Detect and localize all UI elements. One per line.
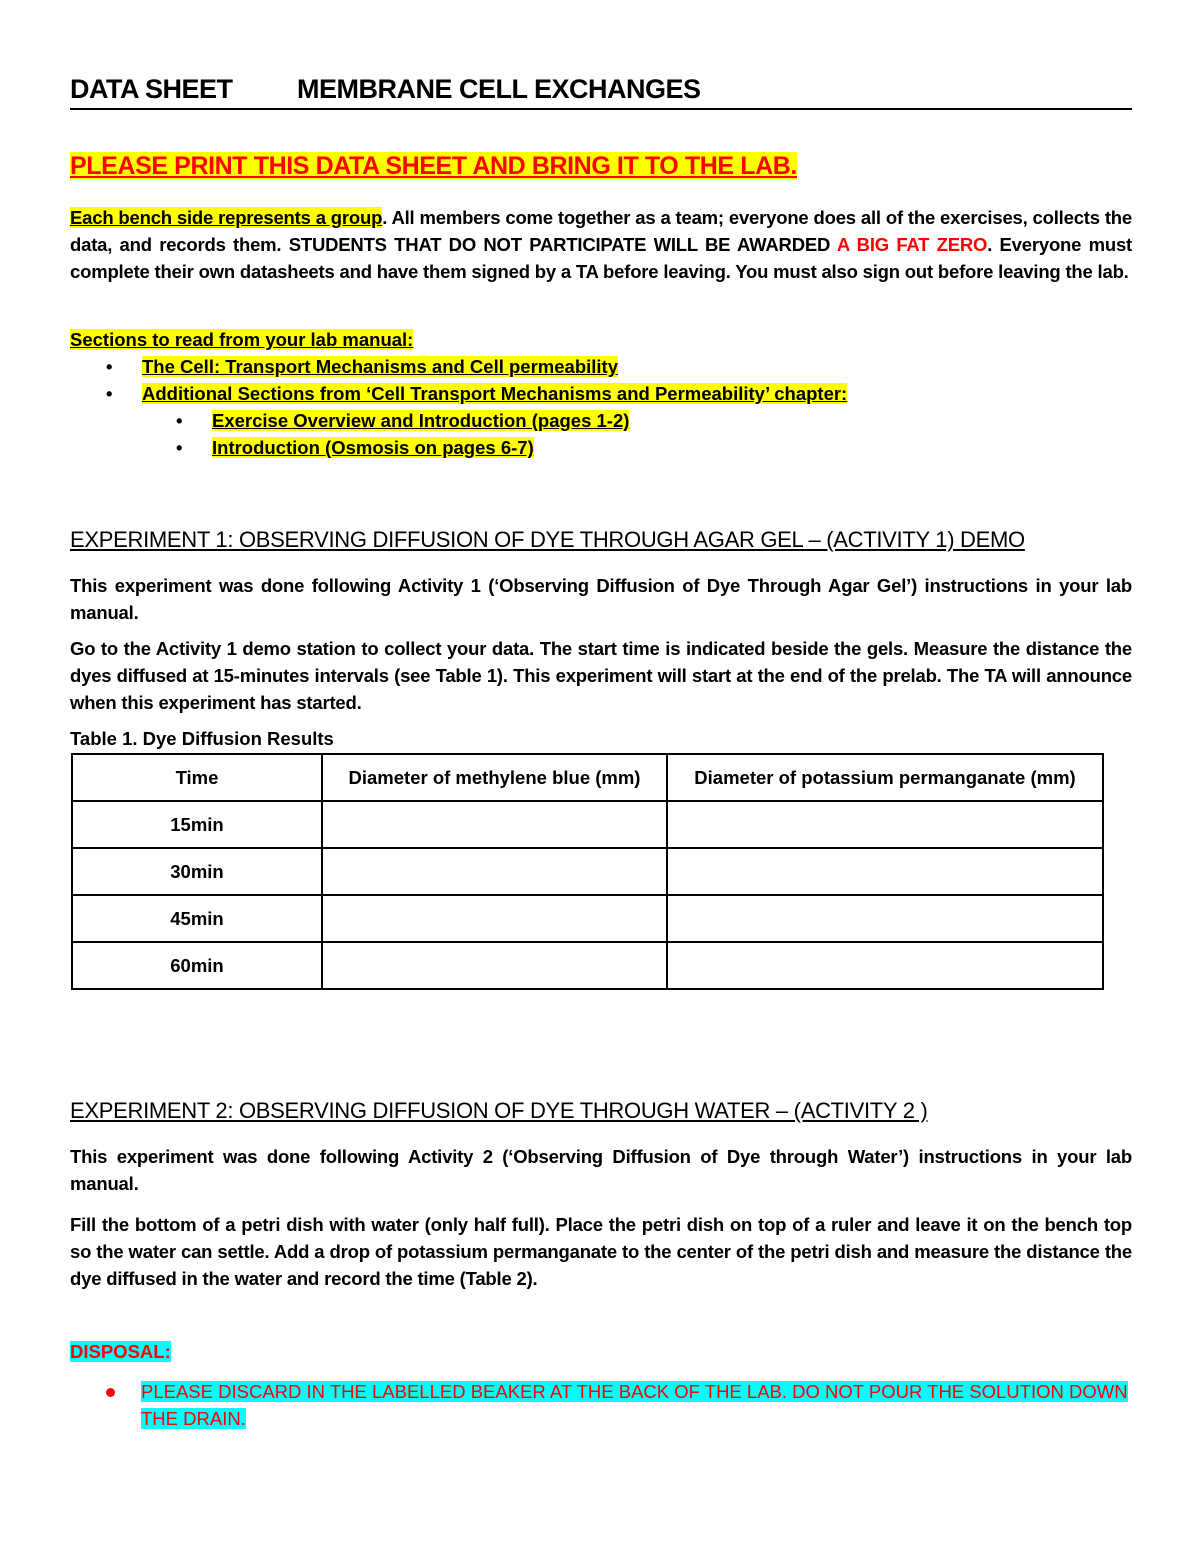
table-cell-time: 15min <box>72 801 322 848</box>
table-cell-time: 60min <box>72 942 322 989</box>
reading-title: Sections to read from your lab manual: <box>70 329 414 350</box>
page-header <box>70 74 1132 110</box>
table-row <box>72 801 1103 848</box>
table-cell-time: 30min <box>72 848 322 895</box>
reading-item <box>106 353 1132 380</box>
reading-item-text: Additional Sections from ‘Cell Transport Mechanisms and Permeability’ chapter: <box>142 383 848 404</box>
table-row <box>72 848 1103 895</box>
reading-list <box>70 353 1132 461</box>
print-banner <box>70 152 1132 181</box>
reading-item <box>106 380 1132 407</box>
dye-diffusion-table <box>71 753 1104 990</box>
bullet-icon: • <box>106 356 113 377</box>
intro-red-text: A BIG FAT ZERO <box>836 234 988 255</box>
exp2-paragraph-1: This experiment was done following Activity 2 (‘Observing Diffusion of Dye through Water’) instructions in your lab manual. <box>70 1146 1132 1194</box>
table-row <box>72 942 1103 989</box>
reading-subitem <box>176 434 1132 461</box>
exp2-paragraph-2: Fill the bottom of a petri dish with water (only half full). Place the petri dish on top of a ruler and leave it on the bench top so the water can settle. Add a drop of potassium permanganate to the center of the petri dish and measure the distance the dye diffused in the water and record the time (Table 2). <box>70 1214 1132 1289</box>
exp1-paragraph-2: Go to the Activity 1 demo station to collect your data. The start time is indicated beside the gels. Measure the distance the dyes diffused at 15-minutes intervals (see Table 1). This experiment will start at the end of the prelab. The TA will announce when this experiment has started. <box>70 638 1132 713</box>
exp1-title: EXPERIMENT 1: OBSERVING DIFFUSION OF DYE THROUGH AGAR GEL – (ACTIVITY 1) DEMO <box>70 527 1025 552</box>
table-cell-permanganate[interactable] <box>667 848 1103 895</box>
intro-text-1: . All members come together as a team; everyone does all of the exercises, collects the data, and records them. STUDENTS THAT DO NOT PARTICIPATE WILL BE AWARDED <box>70 207 1132 255</box>
table-row <box>72 895 1103 942</box>
table-cell-methylene[interactable] <box>322 801 667 848</box>
bullet-icon: • <box>106 383 113 404</box>
bullet-icon: • <box>176 410 183 431</box>
intro-paragraph <box>70 204 1132 285</box>
table-cell-time: 45min <box>72 895 322 942</box>
table-header-cell: Time <box>72 754 322 801</box>
table-cell-methylene[interactable] <box>322 942 667 989</box>
table1-caption: Table 1. Dye Diffusion Results <box>70 728 334 749</box>
intro-highlight: Each bench side represents a group <box>70 207 383 228</box>
reading-section <box>70 326 1132 461</box>
table-cell-methylene[interactable] <box>322 895 667 942</box>
disposal-title <box>70 1341 1132 1363</box>
disposal-item-text: PLEASE DISCARD IN THE LABELLED BEAKER AT THE BACK OF THE LAB. DO NOT POUR THE SOLUTION DOWN THE DRAIN. <box>141 1381 1128 1429</box>
table-header-row <box>72 754 1103 801</box>
reading-item-text: The Cell: Transport Mechanisms and Cell permeability <box>142 356 618 377</box>
table-cell-permanganate[interactable] <box>667 942 1103 989</box>
bullet-dot-icon <box>106 1388 115 1397</box>
exp2-title: EXPERIMENT 2: OBSERVING DIFFUSION OF DYE THROUGH WATER – (ACTIVITY 2 ) <box>70 1098 928 1123</box>
reading-subitem-text: Exercise Overview and Introduction (pages 1-2) <box>212 410 630 431</box>
bullet-icon: • <box>176 437 183 458</box>
header-title-right: MEMBRANE CELL EXCHANGES <box>297 74 701 104</box>
table-cell-permanganate[interactable] <box>667 895 1103 942</box>
reading-subitem <box>176 407 1132 434</box>
intro-text-2: . Everyone must complete their own datasheets and have them signed by a TA before leaving. You must also sign out before leaving the lab. <box>70 234 1132 282</box>
table-cell-methylene[interactable] <box>322 848 667 895</box>
table-header-cell: Diameter of methylene blue (mm) <box>322 754 667 801</box>
exp1-paragraph-1: This experiment was done following Activity 1 (‘Observing Diffusion of Dye Through Agar Gel’) instructions in your lab manual. <box>70 575 1132 623</box>
header-title-left: DATA SHEET <box>70 74 233 104</box>
disposal-item-text-wrap <box>141 1378 1132 1432</box>
print-banner-text: PLEASE PRINT THIS DATA SHEET AND BRING IT TO THE LAB. <box>70 152 797 180</box>
reading-subitem-text: Introduction (Osmosis on pages 6-7) <box>212 437 534 458</box>
disposal-title-text: DISPOSAL: <box>70 1341 171 1362</box>
table-header-cell: Diameter of potassium permanganate (mm) <box>667 754 1103 801</box>
table-cell-permanganate[interactable] <box>667 801 1103 848</box>
